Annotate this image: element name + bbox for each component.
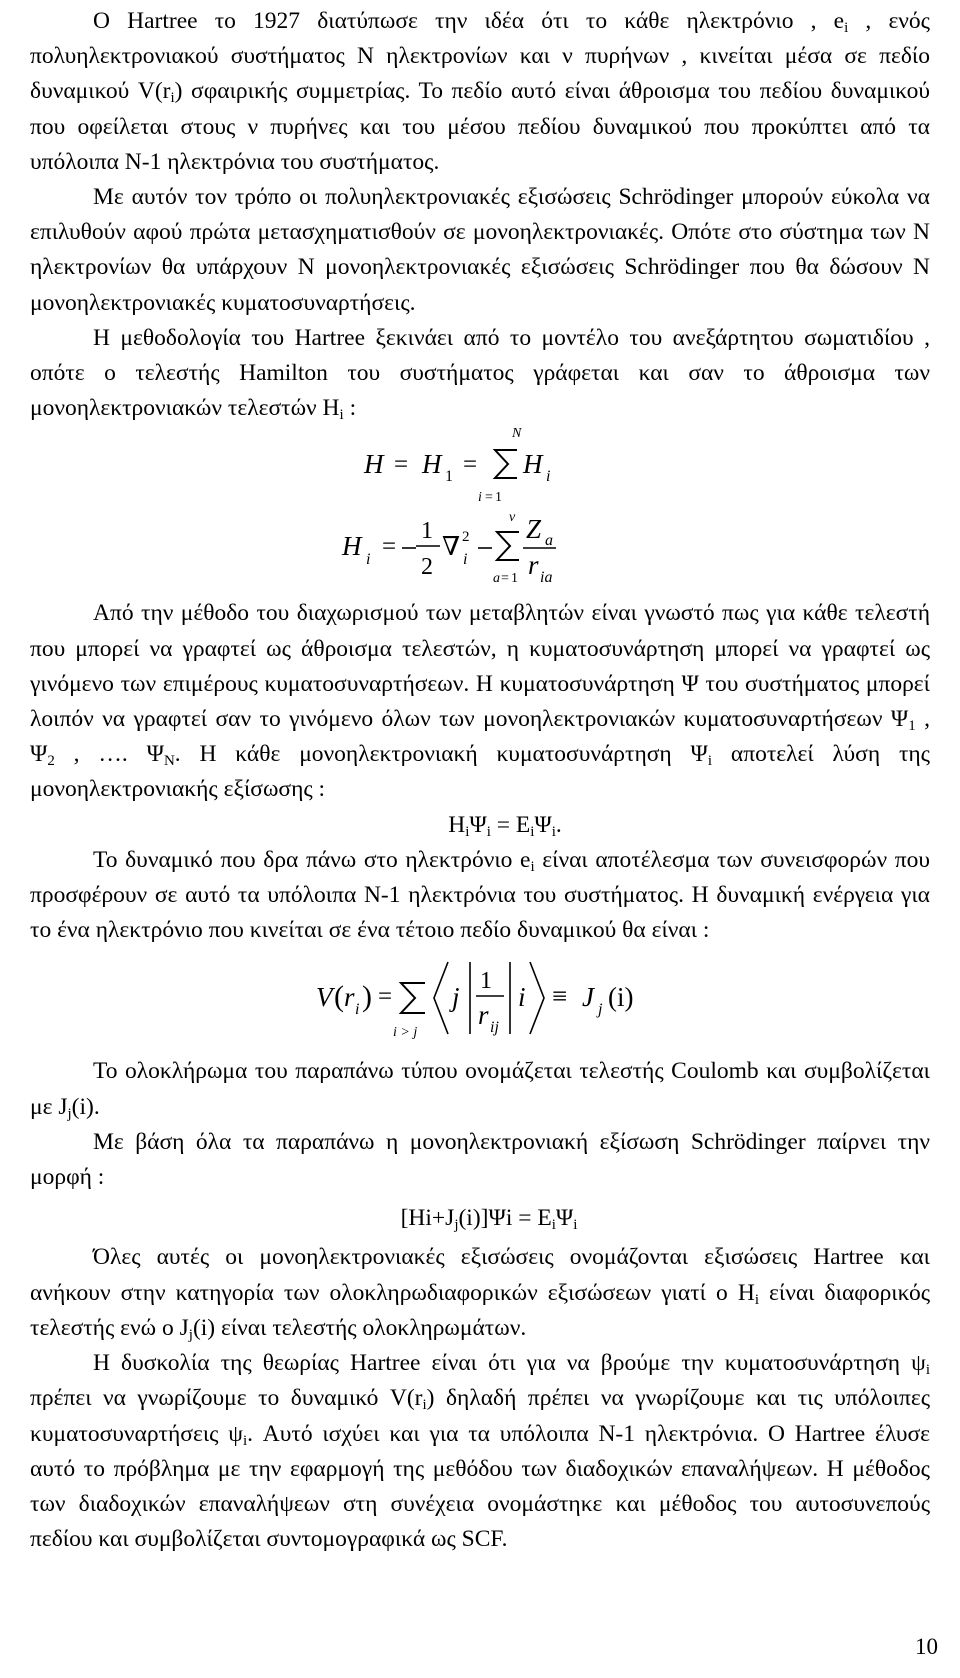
sigma-icon (401, 983, 425, 1013)
subscript-i: i (463, 551, 468, 569)
equation-hamiltonian-sum-svg (0, 426, 960, 508)
symbol-r: r (344, 982, 355, 1013)
paragraph-4: Από την μέθοδο του διαχωρισμού των μεταβλητών είναι γνωστό πως για κάθε τελεστή που μπορεί να γραφτεί ως άθροισμα τελεστών, η κυματοσυνάρτηση μπορεί να γραφτεί ως γινόμενο των επιμέρους κυματοσυναρτήσεων. Η κυματοσυνάρτηση Ψ του συστήματος μπορεί λοιπόν να γραφτεί σαν το γινόμενο όλων των μονοηλεκτρονιακών κυματοσυναρτήσεων $\Psi_1$ , $\Psi_2$ , …. $\Psi_N$. Η κάθε μονοηλεκτρονιακή κυματοσυνάρτηση $\Psi_i$ αποτελεί λύση της μονοηλεκτρονιακής εξίσωσης : (30, 600, 931, 803)
symbol-i: i (518, 982, 526, 1013)
symbol-r: r (528, 550, 539, 581)
sum-lower-equals: = (501, 571, 509, 587)
symbol-r: r (478, 1000, 489, 1031)
page-number: 10 (915, 1633, 938, 1659)
paragraph-6: Το ολοκλήρωμα του παραπάνω τύπου ονομάζεται τελεστής Coulomb και συμβολίζεται με $J_j(i)$. (30, 1058, 930, 1122)
subscript-i: i (366, 551, 371, 569)
paragraph-7: Με βάση όλα τα παραπάνω η μονοηλεκτρονιακή εξίσωση Schrödinger παίρνει την μορφή : (30, 1128, 930, 1191)
subscript-ia: ia (540, 569, 553, 587)
paragraph-9: Η δυσκολία της θεωρίας Hartree είναι ότι για να βρούμε την κυματοσυνάρτηση $\psi_i$ πρέπει να γνωρίζουμε το δυναμικό $V(r_i)$ δηλαδή πρέπει να γνωρίζουμε και τις υπόλοιπες κυματοσυναρτήσεις $\psi_i$. Αυτό ισχύει και για τα υπόλοιπα Ν-1 ηλεκτρόνια. Ο Hartree έλυσε αυτό το πρόβλημα με την εφαρμογή της μεθόδου των διαδοχικών επαναλήψεων. Η μέθοδος των διαδοχικών επαναλήψεων στη συνέχεια ονομάστηκε και μέθοδος του αυτοσυνεπούς πεδίου και συμβολίζεται συντομογραφικά ως SCF. (30, 1350, 930, 1553)
subscript-i: i (355, 1001, 360, 1019)
argument-i: (i) (608, 982, 634, 1013)
symbol-equals: = (463, 451, 478, 479)
symbol-equals: = (394, 451, 409, 479)
symbol-H1: H (422, 449, 442, 480)
symbol-Hi: H (523, 449, 543, 480)
right-angle-bracket (530, 962, 544, 1034)
subscript-a: a (545, 532, 553, 550)
sigma-icon (495, 450, 517, 478)
sum-upper-limit: N (512, 426, 522, 442)
symbol-V: V (316, 982, 333, 1013)
sum-lower-index: i (478, 490, 482, 506)
symbol-j: j (452, 982, 460, 1013)
sum-lower-index: i > j (393, 1025, 418, 1041)
paren-right: ) (362, 980, 372, 1014)
sum-lower-equals: = (485, 490, 493, 506)
subscript-j: j (598, 1001, 603, 1019)
paren-left: ( (334, 980, 344, 1014)
sum-upper-limit: ν (509, 510, 516, 526)
sum-lower-index: a (493, 571, 500, 587)
equation-one-electron-hamiltonian (0, 508, 960, 590)
symbol-equals: = (382, 533, 397, 561)
sum-lower-one: 1 (511, 571, 518, 587)
left-angle-bracket (434, 962, 448, 1034)
symbol-Z: Z (526, 514, 542, 545)
nabla-icon: ∇ (442, 532, 461, 562)
equation-coulomb-potential (0, 948, 960, 1054)
paragraph-2: Με αυτόν τον τρόπο οι πολυηλεκτρονιακές εξισώσεις Schrödinger μπορούν εύκολα να επιλυθούν αφού πρώτα μετασχηματισθούν σε μονοηλεκτρονιακές. Οπότε στο σύστημα των Ν ηλεκτρονίων θα υπάρχουν Ν μονοηλεκτρονιακές εξισώσεις Schrödinger που θα δώσουν Ν μονοηλεκτρονιακές κυματοσυναρτήσεις. (30, 184, 930, 316)
sigma-icon (497, 532, 519, 560)
superscript-2: 2 (462, 529, 470, 546)
equivalence-sign: ≡ (552, 981, 568, 1012)
symbol-H: H (342, 531, 362, 562)
symbol-J: J (582, 982, 594, 1013)
sum-lower-one: 1 (495, 490, 502, 506)
paragraph-3: Η μεθοδολογία του Hartree ξεκινάει από το μοντέλο του ανεξάρτητου σωματιδίου , οπότε ο τελεστής Hamilton του συστήματος γράφεται και σαν το άθροισμα των μονοηλεκτρονιακών τελεστών $H_i$ : (30, 324, 930, 424)
fraction-numerator: 1 (421, 518, 433, 545)
equation-eigenvalue: $H_i\Psi_i = E_i\Psi_i$. (448, 811, 562, 840)
fraction-denominator: 2 (421, 554, 433, 581)
symbol-equals: = (378, 983, 393, 1011)
symbol-H: H (364, 449, 384, 480)
paragraph-8: Όλες αυτές οι μονοηλεκτρονιακές εξισώσεις ονομάζονται εξισώσεις Hartree και ανήκουν στην κατηγορία των ολοκληρωδιαφορικών εξισώσεων γιατί ο $H_i$ είναι διαφορικός τελεστής ενώ ο $J_j(i)$ είναι τελεστής ολοκληρωμάτων. (30, 1244, 930, 1343)
subscript-1: 1 (445, 468, 453, 486)
fraction-numerator: 1 (480, 968, 492, 995)
equation-coulomb-potential-svg (0, 948, 960, 1054)
equation-hamiltonian-sum (0, 426, 960, 508)
equation-one-electron-hamiltonian-svg (0, 508, 960, 590)
subscript-ij: ij (490, 1019, 499, 1037)
equation-hartree: $[Hi+J_j(i)]\Psi i = E_i\Psi_i$ (400, 1205, 578, 1234)
paragraph-1: Ο Hartree το 1927 διατύπωσε την ιδέα ότι το κάθε ηλεκτρόνιο , $e_i$ , ενός πολυηλεκτρονιακού συστήματος Ν ηλεκτρονίων και ν πυρήνων , κινείται μέσα σε πεδίο δυναμικού $V(r_i)$ σφαιρικής συμμετρίας. Το πεδίο αυτό είναι άθροισμα του πεδίου δυναμικού που οφείλεται στους ν πυρήνες και του μέσου πεδίου δυναμικού που προκύπτει από τα υπόλοιπα Ν-1 ηλεκτρόνια του συστήματος. (30, 8, 931, 175)
subscript-i: i (546, 468, 551, 486)
paragraph-5: Το δυναμικό που δρα πάνω στο ηλεκτρόνιο $e_i$ είναι αποτέλεσμα των συνεισφορών που προσφέρουν σε αυτό τα υπόλοιπα Ν-1 ηλεκτρόνια του συστήματος. Η δυναμική ενέργεια για το ένα ηλεκτρόνιο που κινείται σε ένα τέτοιο πεδίο δυναμικού θα είναι : (30, 846, 930, 944)
